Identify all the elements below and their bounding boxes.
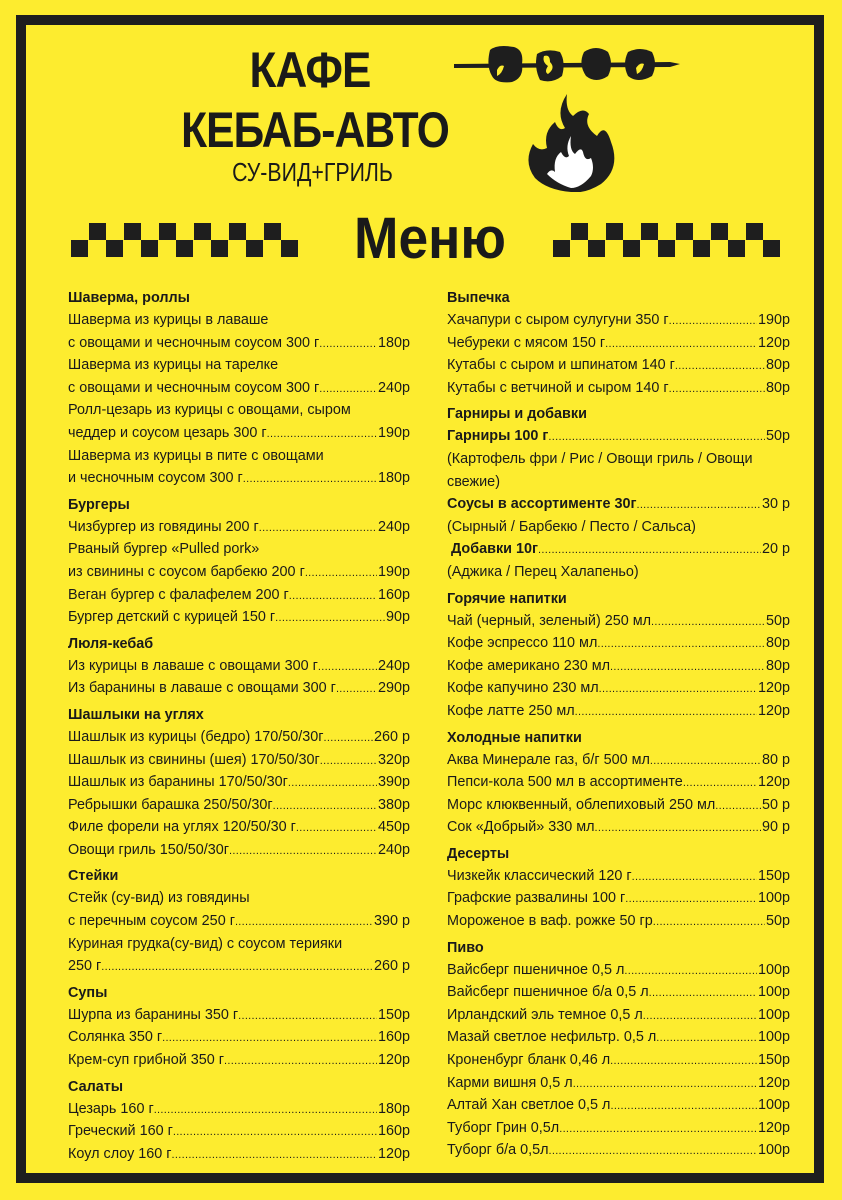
menu-item: [68, 1098, 410, 1121]
item-price: 80р: [765, 635, 790, 652]
menu-item: [68, 467, 410, 490]
item-name: Сок «Добрый» 330 мл: [447, 819, 595, 836]
item-price: 100р: [757, 961, 790, 978]
item-price: 120р: [757, 334, 790, 351]
leader-dots: [597, 632, 765, 655]
item-name: Мороженое в ваф. рожке 50 гр: [447, 913, 653, 930]
leader-dots: [267, 422, 377, 445]
section-title: Люля-кебаб: [68, 635, 154, 652]
leader-dots: [656, 1026, 757, 1049]
item-name: Шашлык из свинины (шея) 170/50/30г: [68, 751, 320, 768]
section-burgers: [68, 494, 410, 629]
leader-dots: [172, 1143, 377, 1166]
item-name: Шашлык из курицы (бедро) 170/50/30г: [68, 728, 324, 745]
menu-item: [447, 1139, 790, 1162]
item-name: Соусы в ассортименте 30г: [447, 496, 637, 513]
section-title: Горячие напитки: [447, 590, 567, 607]
item-name: Овощи гриль 150/50/30г: [68, 841, 230, 858]
section-title: Бургеры: [68, 496, 130, 513]
leader-dots: [605, 332, 757, 355]
section-title: Выпечка: [447, 290, 510, 306]
checker-pattern-left: [70, 223, 302, 259]
item-name: Вайсберг пшеничное 0,5 л: [447, 961, 625, 978]
item-price: 180р: [377, 470, 410, 487]
item-name: Чизкейк классический 120 г: [447, 867, 632, 884]
menu-item: [68, 955, 410, 978]
leader-dots: [636, 493, 761, 516]
item-name: Мазай светлое нефильтр. 0,5 л: [447, 1029, 657, 1046]
leader-dots: [669, 377, 765, 400]
item-name: Из курицы в лаваше с овощами 300 г: [68, 657, 318, 674]
section-title: Салаты: [68, 1078, 124, 1095]
item-note: (Сырный / Барбекю / Песто / Сальса): [447, 518, 696, 535]
leader-dots: [318, 655, 377, 678]
section-shashlik: [68, 704, 410, 862]
item-name: Вайсберг пшеничное б/а 0,5 л: [447, 984, 649, 1001]
menu-item: [447, 910, 790, 933]
item-note: (Аджика / Перец Халапеньо): [447, 563, 639, 580]
menu-item: [447, 610, 790, 633]
leader-dots: [650, 749, 761, 772]
leader-dots: [610, 1094, 757, 1117]
section-shawarma: [68, 287, 410, 490]
item-price: 50р: [765, 913, 790, 930]
leader-dots: [235, 910, 373, 933]
menu-item: [447, 1026, 790, 1049]
item-price: 90р: [385, 609, 410, 626]
menu-item: [68, 1049, 410, 1072]
menu-item: [447, 332, 790, 355]
item-name: и чесночным соусом 300 г: [68, 470, 243, 487]
item-price: 80 р: [761, 751, 790, 768]
leader-dots: [669, 309, 757, 332]
menu-item: [447, 816, 790, 839]
item-price: 100р: [757, 1006, 790, 1023]
item-price: 180р: [377, 334, 410, 351]
item-price: 150р: [757, 1052, 790, 1069]
menu-item: [68, 1004, 410, 1027]
section-bakery: [447, 287, 790, 399]
leader-dots: [559, 1117, 757, 1140]
item-name: с овощами и чесночным соусом 300 г: [68, 334, 320, 351]
item-price: 450р: [377, 819, 410, 836]
menu-item: [68, 1026, 410, 1049]
item-price: 150р: [377, 1006, 410, 1023]
leader-dots: [259, 516, 377, 539]
menu-item: [68, 606, 410, 629]
cafe-label: КАФЕ: [249, 42, 371, 98]
cafe-name: КЕБАБ-АВТО: [181, 102, 449, 158]
item-price: 160р: [377, 586, 410, 603]
menu-column-left: [68, 287, 410, 1169]
item-price: 160р: [377, 1123, 410, 1140]
item-name: Кофе эспрессо 110 мл: [447, 635, 598, 652]
item-price: 390р: [377, 774, 410, 791]
item-price: 240р: [377, 841, 410, 858]
leader-dots: [238, 1004, 377, 1027]
item-name: с перечным соусом 250 г: [68, 913, 235, 930]
item-name: чеддер и соусом цезарь 300 г: [68, 424, 267, 441]
item-name: Крем-суп грибной 350 г: [68, 1052, 225, 1069]
menu-item: [68, 332, 410, 355]
leader-dots: [625, 887, 757, 910]
leader-dots: [643, 1004, 757, 1027]
leader-dots: [715, 794, 761, 817]
section-lyulya-kebab: [68, 633, 410, 700]
menu-item: [68, 816, 410, 839]
leader-dots: [319, 377, 377, 400]
leader-dots: [548, 1139, 757, 1162]
item-name: Чебуреки с мясом 150 г: [447, 334, 606, 351]
menu-item: [68, 1143, 410, 1166]
item-name: Добавки 10г: [447, 541, 539, 558]
item-name: Ирландский эль темное 0,5 л: [447, 1006, 643, 1023]
item-line: Шаверма из курицы в пите с овощами: [68, 447, 324, 464]
item-name: Греческий 160 г: [68, 1123, 173, 1140]
leader-dots: [296, 816, 377, 839]
menu-item: [447, 677, 790, 700]
item-price: 100р: [757, 1097, 790, 1114]
leader-dots: [319, 332, 377, 355]
item-name: Туборг б/а 0,5л: [447, 1142, 549, 1159]
item-name: Бургер детский с курицей 150 г: [68, 609, 276, 626]
item-price: 320р: [377, 751, 410, 768]
item-price: 50р: [765, 428, 790, 445]
item-name: Цезарь 160 г: [68, 1100, 154, 1117]
leader-dots: [224, 1049, 377, 1072]
item-price: 120р: [377, 1052, 410, 1069]
menu-item: [447, 771, 790, 794]
item-price: 190р: [377, 424, 410, 441]
cafe-subtitle: СУ-ВИД+ГРИЛЬ: [232, 157, 393, 187]
menu-item: [68, 584, 410, 607]
menu-item: [68, 516, 410, 539]
menu-item: [447, 749, 790, 772]
leader-dots: [575, 700, 757, 723]
section-cold-drinks: [447, 727, 790, 839]
leader-dots: [324, 726, 373, 749]
section-soups: [68, 982, 410, 1072]
leader-dots: [649, 981, 757, 1004]
section-title: Стейки: [68, 868, 119, 885]
item-name: Кроненбург бланк 0,46 л: [447, 1052, 611, 1069]
leader-dots: [173, 1120, 377, 1143]
item-price: 80р: [765, 379, 790, 396]
item-price: 50р: [765, 612, 790, 629]
item-name: Кофе латте 250 мл: [447, 702, 575, 719]
item-name: Ребрышки барашка 250/50/30г: [68, 796, 273, 813]
item-price: 120р: [757, 680, 790, 697]
menu-item: [447, 865, 790, 888]
item-price: 190р: [757, 312, 790, 328]
item-price: 30 р: [761, 496, 790, 513]
menu-item: [447, 887, 790, 910]
leader-dots: [610, 655, 765, 678]
leader-dots: [275, 606, 385, 629]
item-name: Пепси-кола 500 мл в ассортименте: [447, 774, 683, 791]
leader-dots: [683, 771, 757, 794]
item-price: 160р: [377, 1029, 410, 1046]
section-hot-drinks: [447, 588, 790, 723]
section-title: Шашлыки на углях: [68, 706, 204, 723]
leader-dots: [320, 749, 377, 772]
item-name: Чай (черный, зеленый) 250 мл: [447, 612, 652, 629]
item-price: 100р: [757, 1029, 790, 1046]
leader-dots: [162, 1026, 377, 1049]
item-price: 260 р: [373, 728, 410, 745]
menu-item: [68, 910, 410, 933]
item-name: Кутабы с сыром и шпинатом 140 г: [447, 357, 675, 374]
section-title: Шаверма, роллы: [68, 290, 190, 306]
item-price: 380р: [377, 796, 410, 813]
menu-item: [447, 493, 790, 516]
item-price: 100р: [757, 1142, 790, 1159]
item-name: Графские развалины 100 г: [447, 890, 626, 907]
section-title: Десерты: [447, 845, 510, 862]
item-name: Аква Минерале газ, б/г 500 мл: [447, 751, 650, 768]
item-name: Карми вишня 0,5 л: [447, 1074, 573, 1091]
item-price: 120р: [757, 1119, 790, 1136]
leader-dots: [538, 538, 761, 561]
menu-item: [447, 655, 790, 678]
menu-item: [68, 749, 410, 772]
menu-item: [68, 726, 410, 749]
item-name: Кутабы с ветчиной и сыром 140 г: [447, 379, 669, 396]
leader-dots: [599, 677, 757, 700]
item-name: Шурпа из баранины 350 г: [68, 1006, 239, 1023]
item-name: Чизбургер из говядины 200 г: [68, 518, 259, 535]
leader-dots: [229, 839, 377, 862]
leader-dots: [243, 467, 377, 490]
item-name: Гарниры 100 г: [447, 428, 549, 445]
checker-pattern-right: [552, 223, 784, 259]
leader-dots: [675, 354, 765, 377]
item-line: Куриная грудка(су-вид) с соусом терияки: [68, 935, 343, 952]
menu-item: [447, 794, 790, 817]
menu-item: [447, 700, 790, 723]
section-title: Супы: [68, 984, 108, 1001]
item-line: Шаверма из курицы в лаваше: [68, 312, 269, 328]
leader-dots: [288, 771, 377, 794]
item-price: 120р: [757, 1074, 790, 1091]
item-name: 250 г: [68, 958, 102, 975]
menu-item: [447, 1004, 790, 1027]
leader-dots: [651, 610, 765, 633]
menu-item: [447, 981, 790, 1004]
item-price: 100р: [757, 984, 790, 1001]
leader-dots: [305, 561, 377, 584]
item-price: 120р: [757, 774, 790, 791]
leader-dots: [653, 910, 765, 933]
section-beer: [447, 937, 790, 1162]
leader-dots: [573, 1072, 757, 1095]
section-title: Пиво: [447, 939, 484, 956]
menu-item: [447, 1094, 790, 1117]
leader-dots: [632, 865, 757, 888]
item-name: Кофе капучино 230 мл: [447, 680, 599, 697]
section-steaks: [68, 865, 410, 977]
menu-item: [68, 677, 410, 700]
leader-dots: [548, 425, 765, 448]
section-title: Холодные напитки: [447, 729, 582, 746]
menu-item: [447, 377, 790, 400]
item-name: Хачапури с сыром сулугуни 350 г: [447, 312, 669, 328]
menu-item: [68, 839, 410, 862]
item-price: 190р: [377, 563, 410, 580]
leader-dots: [154, 1098, 377, 1121]
item-price: 80р: [765, 657, 790, 674]
menu-item: [68, 377, 410, 400]
leader-dots: [273, 794, 377, 817]
menu-item: [447, 1117, 790, 1140]
section-sides: [447, 403, 790, 583]
item-name: Алтай Хан светлое 0,5 л: [447, 1097, 611, 1114]
kebab-skewer-icon: [452, 42, 682, 92]
item-name: Веган бургер с фалафелем 200 г: [68, 586, 289, 603]
item-price: 240р: [377, 518, 410, 535]
leader-dots: [336, 677, 377, 700]
item-name: с овощами и чесночным соусом 300 г: [68, 379, 320, 396]
item-price: 90 р: [761, 819, 790, 836]
item-price: 240р: [377, 379, 410, 396]
item-line: Шаверма из курицы на тарелке: [68, 357, 279, 374]
item-name: из свинины с соусом барбекю 200 г: [68, 563, 305, 580]
item-name: Коул слоу 160 г: [68, 1145, 172, 1162]
menu-item: [447, 425, 790, 448]
item-price: 50 р: [761, 796, 790, 813]
item-name: Шашлык из баранины 170/50/30г: [68, 774, 288, 791]
item-line: Рваный бургер «Pulled pork»: [68, 541, 260, 558]
menu-item: [68, 655, 410, 678]
menu-item: [68, 771, 410, 794]
menu-item: [447, 309, 790, 332]
leader-dots: [595, 816, 761, 839]
menu-item: [447, 354, 790, 377]
item-price: 100р: [757, 890, 790, 907]
item-price: 120р: [757, 702, 790, 719]
leader-dots: [289, 584, 377, 607]
menu-item: [447, 959, 790, 982]
item-price: 180р: [377, 1100, 410, 1117]
item-price: 390 р: [373, 913, 410, 930]
leader-dots: [101, 955, 373, 978]
item-note: (Картофель фри / Рис / Овощи гриль / Овощи: [447, 450, 753, 467]
section-title: Гарниры и добавки: [447, 406, 587, 423]
item-price: 240р: [377, 657, 410, 674]
item-price: 80р: [765, 357, 790, 374]
section-desserts: [447, 843, 790, 933]
menu-item: [447, 1072, 790, 1095]
section-salads: [68, 1076, 410, 1166]
leader-dots: [610, 1049, 757, 1072]
item-name: Филе форели на углях 120/50/30 г: [68, 819, 296, 836]
item-price: 20 р: [761, 541, 790, 558]
item-name: Морс клюквенный, облепиховый 250 мл: [447, 796, 716, 813]
item-price: 260 р: [373, 958, 410, 975]
item-price: 290р: [377, 680, 410, 697]
item-name: Туборг Грин 0,5л: [447, 1119, 560, 1136]
item-name: Солянка 350 г: [68, 1029, 163, 1046]
item-line: Ролл-цезарь из курицы с овощами, сыром: [68, 402, 351, 419]
item-name: Кофе американо 230 мл: [447, 657, 611, 674]
menu-title: Меню: [354, 206, 506, 271]
item-line: Стейк (су-вид) из говядины: [68, 890, 250, 907]
item-name: Из баранины в лаваше с овощами 300 г: [68, 680, 336, 697]
leader-dots: [624, 959, 757, 982]
menu-item: [68, 422, 410, 445]
menu-item: [447, 632, 790, 655]
menu-item: [68, 561, 410, 584]
menu-item: [447, 538, 790, 561]
menu-item: [68, 794, 410, 817]
item-price: 120р: [377, 1145, 410, 1162]
menu-item: [447, 1049, 790, 1072]
menu-item: [68, 1120, 410, 1143]
item-note: свежие): [447, 473, 500, 490]
flame-icon: [525, 92, 620, 192]
item-price: 150р: [757, 867, 790, 884]
menu-column-right: [447, 287, 790, 1166]
